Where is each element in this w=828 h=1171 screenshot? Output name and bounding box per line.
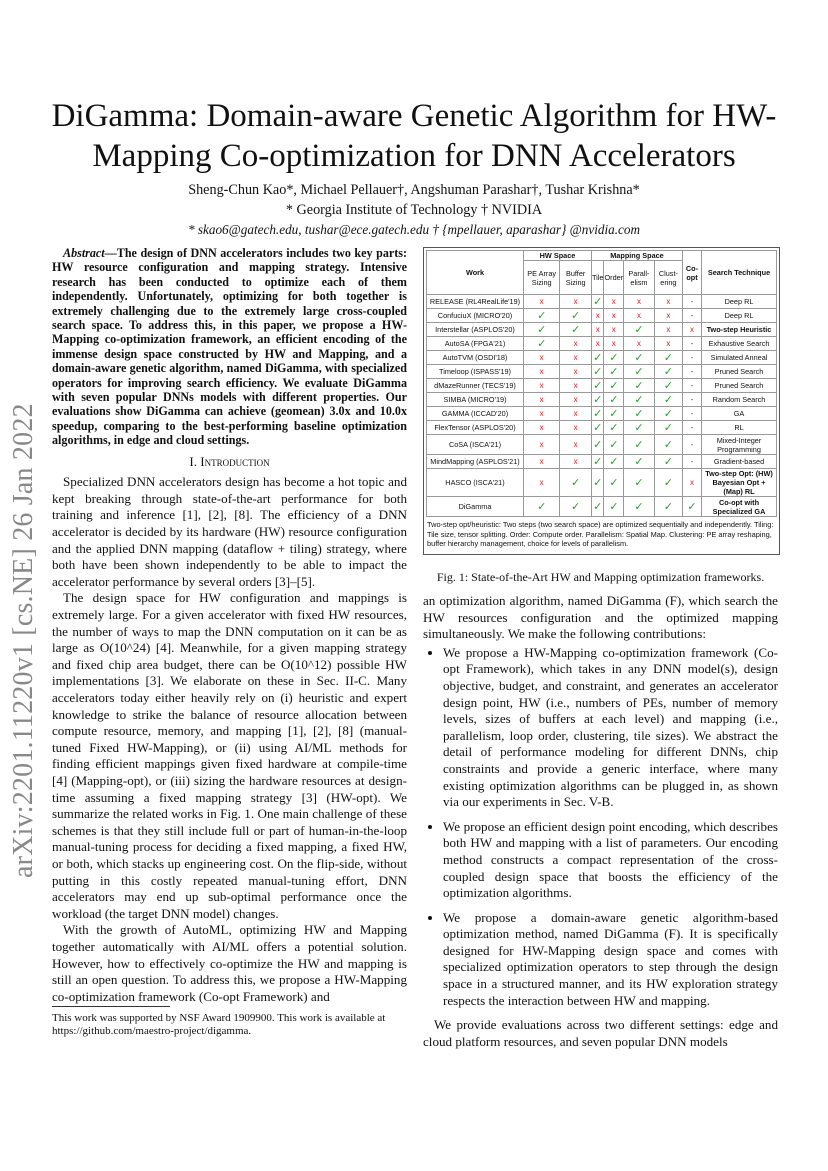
paper-title: DiGamma: Domain-aware Genetic Algorithm for HW-Mapping Co-optimization for DNN Accelerators	[51, 98, 777, 174]
abstract-label: Abstract	[63, 246, 105, 260]
arxiv-stamp: arXiv:2201.11220v1 [cs.NE] 26 Jan 2022	[8, 403, 39, 878]
th-parallelism: Parall-elism	[624, 261, 655, 295]
table-cell-mark: ✓	[604, 393, 624, 407]
table-cell-mark: -	[683, 365, 702, 379]
th-coopt: Co-opt	[683, 251, 702, 295]
table-cell-mark: x	[560, 337, 592, 351]
table-row	[427, 351, 777, 365]
table-cell-mark: ✓	[624, 435, 655, 455]
table-cell-mark: ✓	[604, 365, 624, 379]
table-cell-mark: ✓	[624, 421, 655, 435]
table-row	[427, 435, 777, 455]
list-item: • We propose a HW-Mapping co-optimization framework (Co-opt Framework), which takes in any DNN model(s), design objective, budget, and constraint, and generates an accelerator design point, HW (i.e., numbers of PEs, number of memory levels, sizes of buffers at each level) and mapping (i.e., parallelism, loop order, clustering, tile sizes). We abstract the detail of performance modeling for different DNNs, chip constraints and provide a generic interface, where many existing optimization algorithms can be plugged in, as shown via our experiments in Sec. V-B.	[443, 645, 778, 811]
list-item: • We propose an efficient design point encoding, which describes both HW and mapping with a list of parameters. Our encoding method constructs a compact representation of the cross-coupled design space that boosts the efficiency of the optimization algorithms.	[443, 819, 778, 902]
table-cell-mark: ✓	[591, 469, 604, 497]
table-cell-mark: -	[683, 393, 702, 407]
table-body	[427, 295, 777, 517]
table-cell-mark: ✓	[604, 455, 624, 469]
table-cell-mark: ✓	[560, 497, 592, 517]
table-cell-mark: ✓	[654, 379, 682, 393]
table-row	[427, 497, 777, 517]
table-cell-work: SIMBA (MICRO'19)	[427, 393, 524, 407]
table-cell-mark: ✓	[593, 365, 603, 378]
affiliations: * Georgia Institute of Technology † NVIDIA	[285, 202, 543, 218]
table-cell-search: Two-step Heuristic	[702, 323, 777, 337]
table-cell-search: Deep RL	[702, 295, 777, 309]
table-cell-mark: x	[524, 435, 560, 455]
table-cell-mark: x	[560, 421, 592, 435]
table-cell-search: Two-step Opt: (HW) Bayesian Opt + (Map) RL	[702, 469, 777, 497]
table-cell-mark: ✓	[683, 497, 702, 517]
table-cell-work: FlexTensor (ASPLOS'20)	[427, 421, 524, 435]
table-cell-mark: ✓	[604, 469, 624, 497]
th-search: Search Technique	[702, 251, 777, 295]
table-cell-mark: ✓	[604, 497, 624, 517]
table-row	[427, 393, 777, 407]
table-cell-mark: ✓	[593, 455, 603, 468]
table-cell-mark: x	[624, 337, 655, 351]
table-cell-mark: x	[654, 337, 682, 351]
table-cell-mark: x	[591, 309, 604, 323]
table-cell-mark: ✓	[604, 379, 624, 393]
table-cell-mark: ✓	[524, 323, 560, 337]
table-row	[427, 323, 777, 337]
table-cell-work: Timeloop (ISPASS'19)	[427, 365, 524, 379]
table-cell-mark: ✓	[624, 497, 655, 517]
table-cell-work: RELEASE (RL4RealLife'19)	[427, 295, 524, 309]
th-order: Order	[604, 261, 624, 295]
contributions-list	[423, 645, 778, 1009]
table-cell-mark: x	[524, 365, 560, 379]
table-cell-search: Exhaustive Search	[702, 337, 777, 351]
th-pe: PE Array Sizing	[524, 261, 560, 295]
table-cell-mark: x	[654, 309, 682, 323]
table-cell-mark: ✓	[624, 407, 655, 421]
table-cell-mark: ✓	[654, 365, 682, 379]
intro-paragraph-2: The design space for HW configuration and mappings is extremely large. For a given accelerator with fixed HW resources, the number of ways to map the DNN computation on it can be as large as O(10^24) [4]. Meanwhile, for a given mapping strategy and fixed chip area budget, there can be O(10^12) possible HW implementations [3]. We elaborate on these in Sec. II-C. Many accelerators today either heavily rely on (i) heuristic and expert knowledge to strike the balance of resource allocation between compute resource, memory, and mapping [1], [2], [8] (manual-tuned Fixed HW-Mapping), or (ii) using AI/ML methods for finding efficient mappings given fixed hardware at compile-time [4] (Mapping-opt), or (iii) sizing the hardware resources at design-time assuming a fixed mapping strategy [3] (HW-opt). We summarize the related works in Fig. 1. One main challenge of these schemes is that they still include full or part of human-in-the-loop manual-tuning process for deciding a fixed mapping, a fixed HW, or both, which stacks up engineering cost. On the flip-side, without putting in this costly repeated manual-tuning effort, DNN accelerators may end up sub-optimal performance once the workload (the target DNN model) changes.	[52, 590, 407, 921]
table-cell-mark: ✓	[593, 295, 603, 308]
table-cell-mark: x	[654, 323, 682, 337]
table-cell-mark: ✓	[654, 497, 682, 517]
table-cell-mark: x	[560, 455, 592, 469]
intro-paragraph-1: Specialized DNN accelerators design has become a hot topic and kept breaking through state-of-the-art performance for both training and inference [1], [2], [8]. The efficiency of a DNN accelerator is decided by its hardware (HW) resource configuration and the applied DNN mapping (dataflow + tiling) strategy, where both have been shown independently to be able to impact the accelerator performance by several orders [3]–[5].	[52, 474, 407, 589]
table-cell-search: Pruned Search	[702, 365, 777, 379]
footnote-rule	[52, 1006, 170, 1007]
table-cell-search: Gradient-based	[702, 455, 777, 469]
table-row	[427, 407, 777, 421]
right-column	[423, 593, 778, 1050]
table-cell-mark: x	[654, 295, 682, 309]
table-cell-work: DiGamma	[427, 497, 524, 517]
table-cell-mark: ✓	[654, 421, 682, 435]
table-cell-mark: x	[560, 435, 592, 455]
table-cell-mark: x	[604, 309, 624, 323]
table-cell-mark: ✓	[560, 469, 592, 497]
left-column	[52, 246, 407, 1005]
table-cell-mark: -	[683, 379, 702, 393]
table-cell-mark: x	[683, 323, 702, 337]
table-cell-work: Interstellar (ASPLOS'20)	[427, 323, 524, 337]
table-cell-mark: ✓	[524, 337, 560, 351]
table-cell-mark: ✓	[624, 323, 655, 337]
table-cell-mark: -	[683, 295, 702, 309]
table-cell-mark: ✓	[654, 469, 682, 497]
th-mapping-space: Mapping Space	[591, 251, 682, 261]
table-cell-mark: -	[683, 435, 702, 455]
table-row	[427, 309, 777, 323]
table-row	[427, 421, 777, 435]
table-cell-search: Simulated Anneal	[702, 351, 777, 365]
table-note: Two-step opt/heuristic: Two steps (two search space) are optimized sequentially and independently. Tiling: Tile size, tensor splitting. Order: Compute order. Parallelism: Spatial Map. Clustering: PE array reshaping, buffer hierarchy management, choice for levels of parallelism.	[427, 520, 774, 549]
table-cell-mark: ✓	[560, 309, 592, 323]
table-cell-mark: x	[624, 295, 655, 309]
table-cell-mark: x	[524, 455, 560, 469]
table-cell-mark: ✓	[654, 455, 682, 469]
table-cell-mark: x	[524, 393, 560, 407]
table-cell-mark: ✓	[593, 421, 603, 434]
table-row	[427, 365, 777, 379]
table-cell-search: Random Search	[702, 393, 777, 407]
table-cell-mark: x	[591, 323, 604, 337]
abstract-text: —The design of DNN accelerators includes two key parts: HW resource configuration and mapping strategy. Intensive research has been conducted to optimize each of them independently. Unfortunately, optimizing for both together is extremely challenging due to the extremely large cross-coupled search space. To address this, in this paper, we propose a HW-Mapping co-optimization framework, an efficient encoding of the immense design space constructed by HW and Mapping, and a domain-aware genetic algorithm, named DiGamma, with specialized operators for improving search efficiency. We evaluate DiGamma with seven popular DNNs models with different properties. Our evaluations show DiGamma can achieve (geomean) 3.0x and 10.0x speedup, comparing to the best-performing baseline optimization algorithms, in edge and cloud settings.	[52, 246, 407, 448]
table-cell-mark: ✓	[591, 497, 604, 517]
table-row	[427, 379, 777, 393]
section-heading-introduction: I. Introduction	[189, 453, 270, 469]
th-buffer: Buffer Sizing	[560, 261, 592, 295]
table-cell-mark: x	[560, 393, 592, 407]
table-cell-mark: -	[683, 421, 702, 435]
table-cell-mark: ✓	[593, 351, 603, 364]
table-cell-mark: ✓	[560, 323, 592, 337]
table-cell-work: ConfuciuX (MICRO'20)	[427, 309, 524, 323]
list-item: • We propose a domain-aware genetic algorithm-based optimization method, named DiGamma (F). It is specifically designed for HW-Mapping design space and comes with specialized optimization operators to step through the design space in a structured manner, and its HW exploration strategy respects the interaction between HW and mapping.	[443, 910, 778, 1010]
table-cell-mark: -	[683, 407, 702, 421]
table-cell-search: GA	[702, 407, 777, 421]
table-cell-search: Co-opt with Specialized GA	[702, 497, 777, 517]
table-cell-mark: x	[560, 379, 592, 393]
table-cell-search: RL	[702, 421, 777, 435]
table-cell-mark: ✓	[604, 421, 624, 435]
table-cell-mark: ✓	[654, 407, 682, 421]
table-cell-mark: x	[524, 469, 560, 497]
th-work: Work	[427, 251, 524, 295]
table-cell-mark: ✓	[593, 407, 603, 420]
right-paragraph-2: We provide evaluations across two different settings: edge and cloud platform resources, and seven popular DNN models	[423, 1017, 778, 1049]
authors: Sheng-Chun Kao*, Michael Pellauer†, Angshuman Parashar†, Tushar Krishna*	[188, 182, 640, 198]
emails: * skao6@gatech.edu, tushar@ece.gatech.edu † {mpellauer, aparashar} @nvidia.com	[187, 222, 640, 237]
figure-1-table	[423, 247, 780, 555]
figure-caption: Fig. 1: State-of-the-Art HW and Mapping optimization frameworks.	[436, 570, 765, 584]
right-paragraph-1: an optimization algorithm, named DiGamma (F), which search the HW resources configuration and the optimized mapping simultaneously. We make the following contributions:	[423, 593, 778, 642]
table-row	[427, 337, 777, 351]
table-cell-mark: x	[560, 295, 592, 309]
table-cell-mark: ✓	[654, 435, 682, 455]
intro-paragraph-3: With the growth of AutoML, optimizing HW and Mapping together automatically with AI/ML offers a potential solution. However, how to effectively co-optimize the HW and mapping is still an open question. To address this, we propose a HW-Mapping co-optimization framework (Co-opt Framework) and	[52, 922, 407, 1004]
table-row	[427, 295, 777, 309]
table-cell-search: Pruned Search	[702, 379, 777, 393]
table-cell-search: Deep RL	[702, 309, 777, 323]
table-cell-mark: ✓	[654, 393, 682, 407]
table-cell-mark: x	[560, 365, 592, 379]
table-cell-mark: x	[591, 337, 604, 351]
table-cell-work: AutoSA (FPGA'21)	[427, 337, 524, 351]
abstract	[52, 246, 407, 448]
table-row	[427, 469, 777, 497]
table-cell-mark: ✓	[604, 351, 624, 365]
table-row	[427, 455, 777, 469]
table-cell-mark: ✓	[593, 379, 603, 392]
table-cell-mark: x	[524, 407, 560, 421]
table-cell-mark: ✓	[604, 435, 624, 455]
th-clustering: Clust-ering	[654, 261, 682, 295]
table-cell-work: AutoTVM (OSDI'18)	[427, 351, 524, 365]
table-cell-mark: x	[560, 407, 592, 421]
table-cell-mark: x	[524, 295, 560, 309]
table-cell-mark: ✓	[624, 393, 655, 407]
table-cell-work: dMazeRunner (TECS'19)	[427, 379, 524, 393]
table-cell-mark: -	[683, 351, 702, 365]
table-cell-search: Mixed-Integer Programming	[702, 435, 777, 455]
table-cell-mark: x	[560, 351, 592, 365]
table-cell-mark: ✓	[591, 435, 604, 455]
table-cell-mark: x	[604, 295, 624, 309]
table-cell-mark: ✓	[624, 379, 655, 393]
table-cell-mark: ✓	[624, 365, 655, 379]
th-hw-space: HW Space	[524, 251, 592, 261]
table-cell-mark: x	[683, 469, 702, 497]
table-cell-mark: ✓	[524, 497, 560, 517]
table-cell-work: HASCO (ISCA'21)	[427, 469, 524, 497]
table-cell-mark: ✓	[624, 351, 655, 365]
table-cell-mark: ✓	[593, 393, 603, 406]
table-cell-mark: x	[524, 379, 560, 393]
table-cell-work: GAMMA (ICCAD'20)	[427, 407, 524, 421]
table-cell-mark: x	[604, 337, 624, 351]
table-cell-mark: ✓	[524, 309, 560, 323]
table-cell-mark: -	[683, 337, 702, 351]
table-cell-mark: x	[624, 309, 655, 323]
related-work-table	[426, 250, 777, 517]
table-cell-mark: ✓	[624, 469, 655, 497]
table-cell-work: MindMapping (ASPLOS'21)	[427, 455, 524, 469]
footnote: This work was supported by NSF Award 1909900. This work is available at https://github.com/maestro-project/digamma.	[52, 1012, 386, 1037]
table-cell-mark: ✓	[654, 351, 682, 365]
th-tile: Tile	[591, 261, 604, 295]
table-cell-mark: x	[524, 351, 560, 365]
table-cell-mark: x	[524, 421, 560, 435]
table-cell-mark: ✓	[604, 407, 624, 421]
table-cell-mark: x	[604, 323, 624, 337]
table-cell-mark: -	[683, 309, 702, 323]
table-cell-mark: -	[683, 455, 702, 469]
table-cell-mark: ✓	[624, 455, 655, 469]
table-cell-work: CoSA (ISCA'21)	[427, 435, 524, 455]
